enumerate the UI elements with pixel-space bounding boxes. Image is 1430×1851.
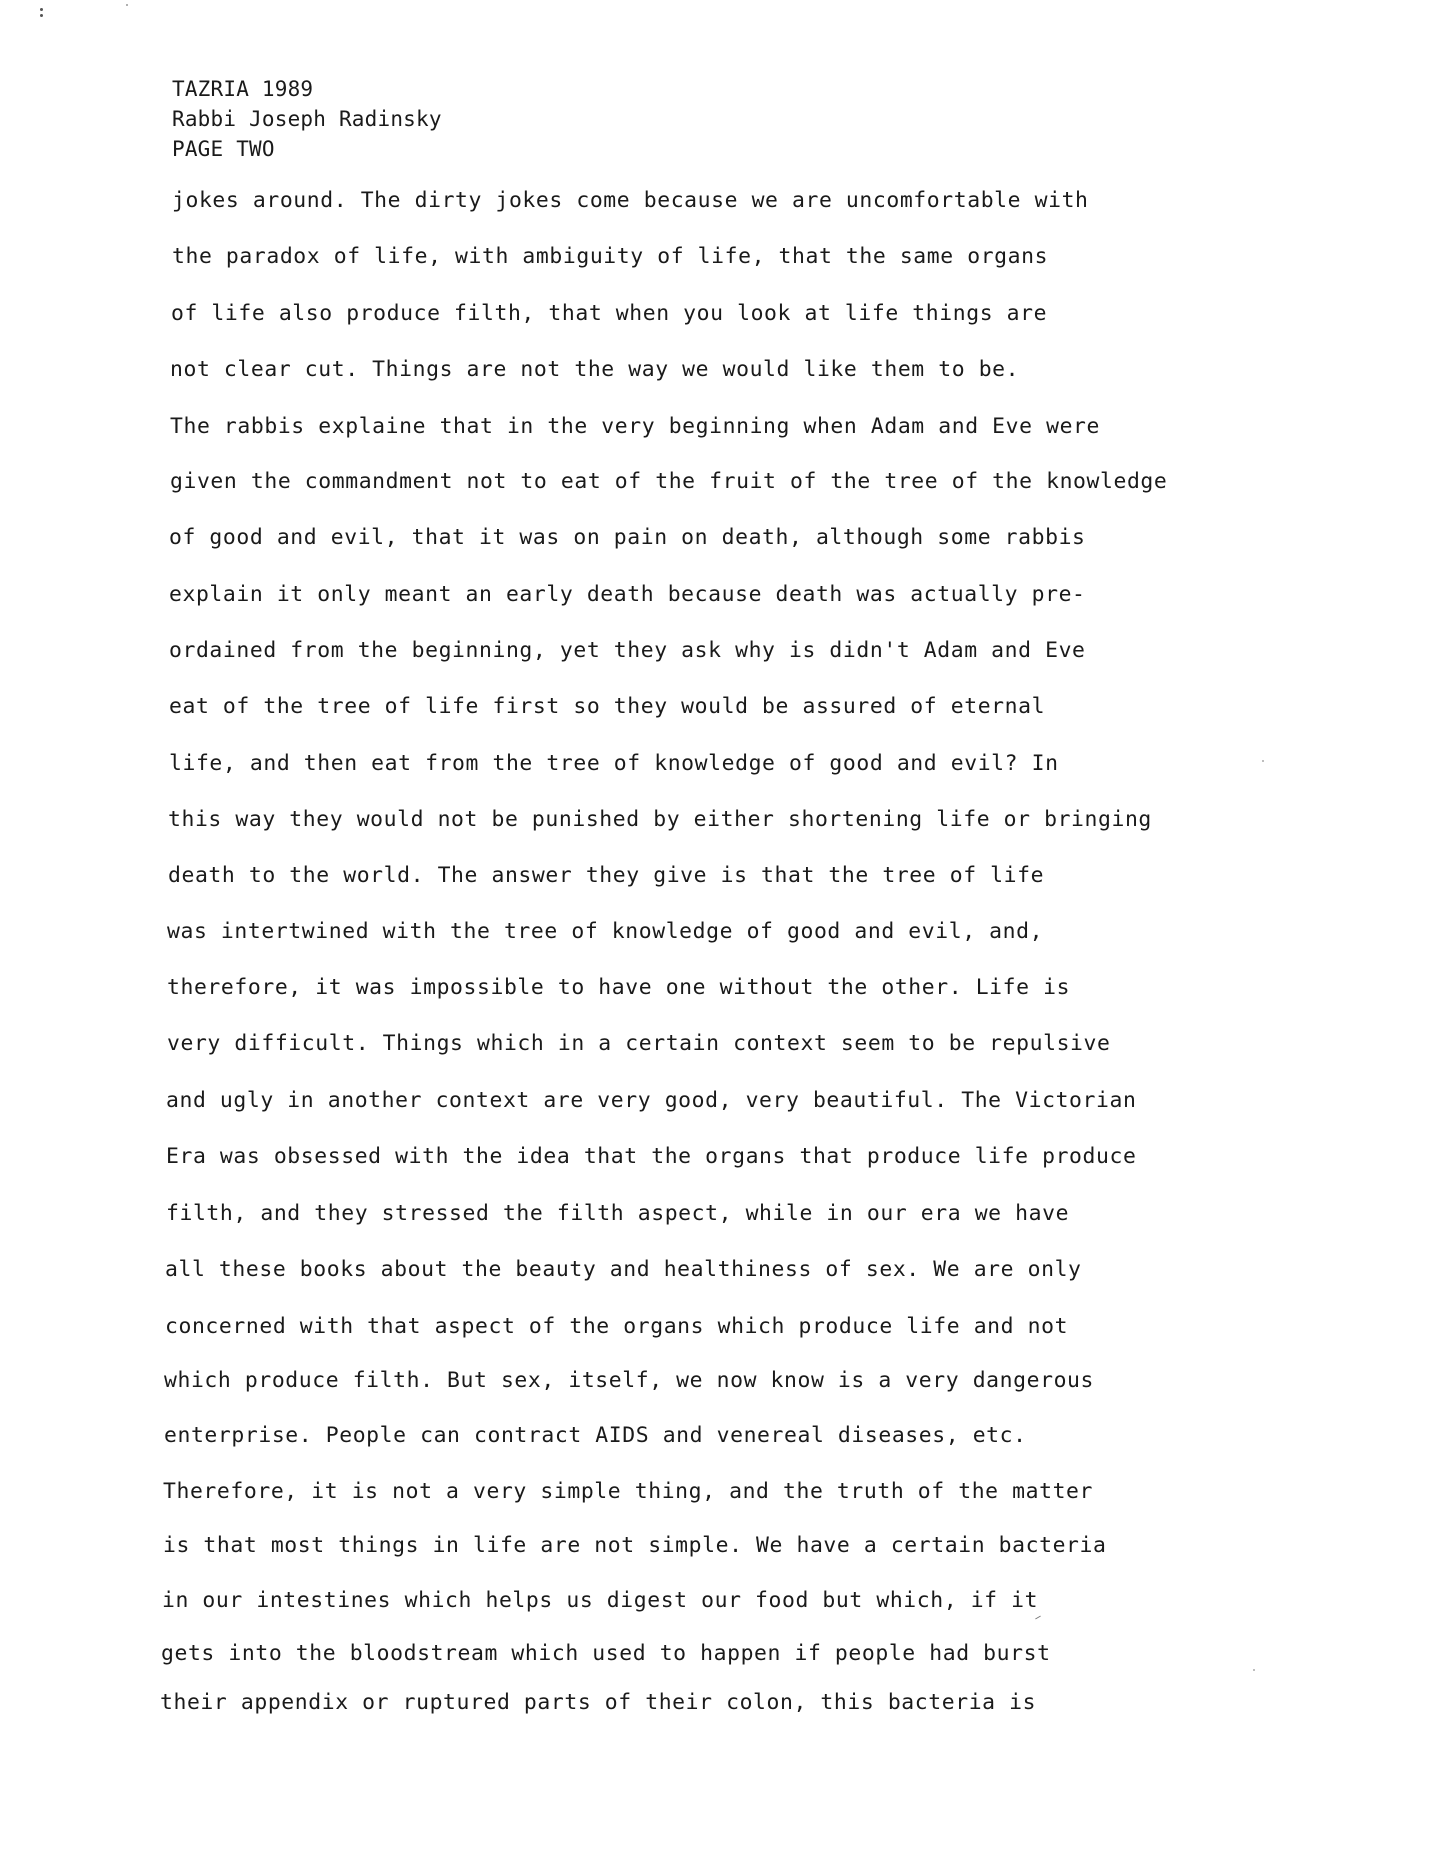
body-line: was intertwined with the tree of knowledge of good and evil, and, (167, 919, 1044, 944)
body-line: the paradox of life, with ambiguity of life, that the same organs (172, 244, 1049, 269)
body-line: and ugly in another context are very good, very beautiful. The Victorian (166, 1088, 1137, 1113)
scan-speck (40, 14, 43, 17)
body-line: all these books about the beauty and healthiness of sex. We are only (165, 1257, 1082, 1282)
body-line: ordained from the beginning, yet they ask why is didn't Adam and Eve (169, 638, 1086, 663)
scan-speck (40, 8, 43, 11)
body-line: life, and then eat from the tree of knowledge of good and evil? In (169, 751, 1059, 776)
scan-speck (126, 4, 128, 6)
body-line: filth, and they stressed the filth aspect, while in our era we have (166, 1201, 1070, 1226)
body-line: enterprise. People can contract AIDS and venereal diseases, etc. (164, 1423, 1027, 1448)
body-line: of life also produce filth, that when you look at life things are (171, 301, 1048, 326)
scan-speck (1253, 1669, 1255, 1671)
body-line: is that most things in life are not simple. We have a certain bacteria (163, 1533, 1107, 1558)
body-line: explain it only meant an early death because death was actually pre- (169, 582, 1086, 607)
scan-speck (1035, 1616, 1041, 1620)
body-line: jokes around. The dirty jokes come because we are uncomfortable with (172, 188, 1089, 213)
body-line: given the commandment not to eat of the fruit of the tree of the knowledge (170, 469, 1168, 494)
body-line: of good and evil, that it was on pain on death, although some rabbis (169, 525, 1086, 550)
header-title: TAZRIA 1989 (172, 77, 314, 101)
body-line: concerned with that aspect of the organs which produce life and not (165, 1314, 1069, 1339)
scan-speck (1262, 760, 1264, 762)
body-line: not clear cut. Things are not the way we would like them to be. (170, 357, 1020, 382)
body-line: gets into the bloodstream which used to happen if people had burst (161, 1641, 1051, 1666)
body-line: Era was obsessed with the idea that the organs that produce life produce (166, 1144, 1137, 1169)
header-page-label: PAGE TWO (172, 137, 275, 161)
body-line: The rabbis explaine that in the very beginning when Adam and Eve were (170, 414, 1100, 439)
body-line: in our intestines which helps us digest our food but which, if it (162, 1588, 1039, 1613)
body-line: their appendix or ruptured parts of their colon, this bacteria is (160, 1690, 1037, 1715)
header-author: Rabbi Joseph Radinsky (172, 107, 442, 131)
body-line: death to the world. The answer they give is that the tree of life (168, 863, 1045, 888)
body-line: which produce filth. But sex, itself, we now know is a very dangerous (164, 1368, 1094, 1393)
body-line: therefore, it was impossible to have one without the other. Life is (167, 975, 1071, 1000)
body-line: Therefore, it is not a very simple thing, and the truth of the matter (163, 1479, 1093, 1504)
body-line: eat of the tree of life first so they would be assured of eternal (169, 694, 1046, 719)
body-line: this way they would not be punished by either shortening life or bringing (168, 807, 1152, 832)
body-line: very difficult. Things which in a certain context seem to be repulsive (167, 1031, 1111, 1056)
document-header (172, 74, 442, 164)
